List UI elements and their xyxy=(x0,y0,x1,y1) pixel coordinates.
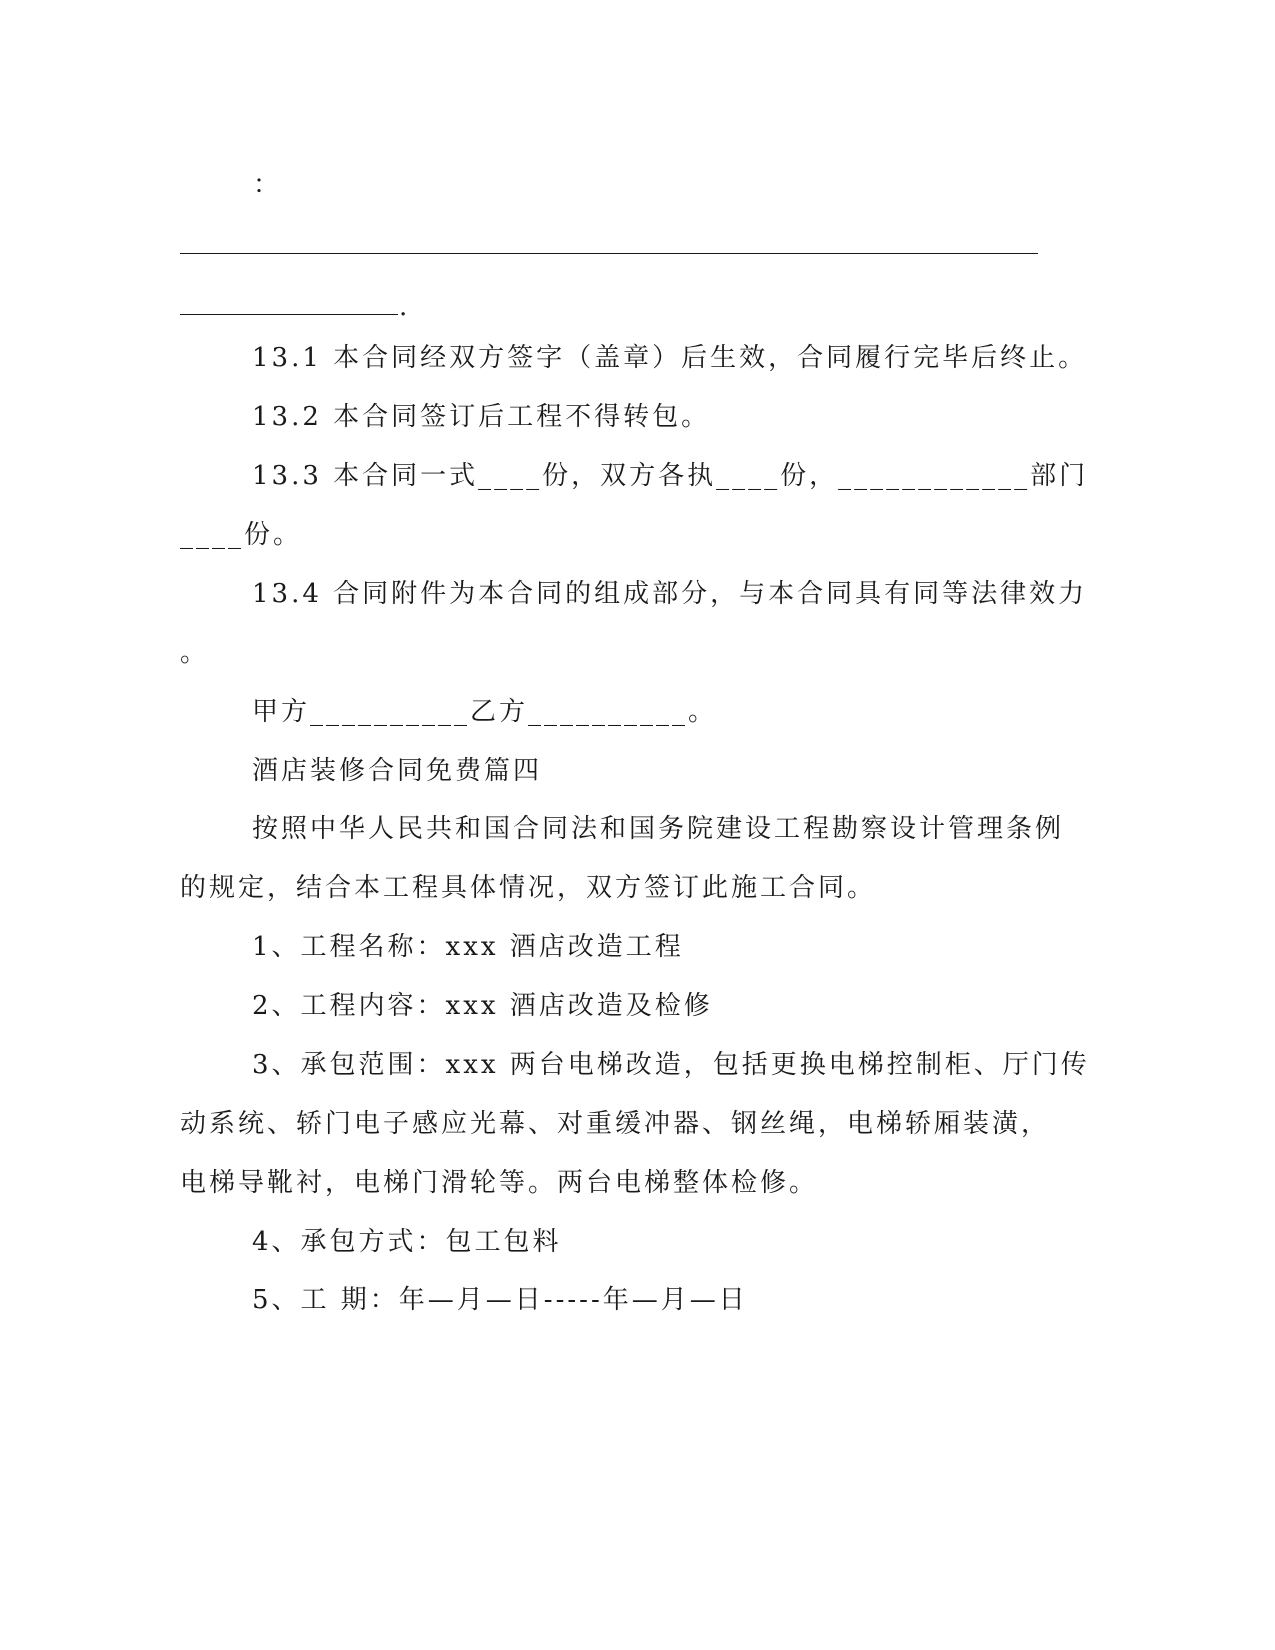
blank-rule-long xyxy=(180,253,1038,254)
colon-mark: ： xyxy=(253,170,283,200)
item-project-content: 2、工程内容：xxx 酒店改造及检修 xyxy=(252,991,713,1021)
signature-line: 甲方__________乙方__________。 xyxy=(252,697,718,727)
blank-end-period: . xyxy=(399,292,408,322)
item-contract-method: 4、承包方式：包工包料 xyxy=(252,1227,562,1257)
clause-13-1: 13.1 本合同经双方签字（盖章）后生效，合同履行完毕后终止。 xyxy=(252,343,1088,373)
item-schedule: 5、工 期：年—月—日-----年—月—日 xyxy=(252,1285,748,1315)
clause-13-2: 13.2 本合同签订后工程不得转包。 xyxy=(252,402,711,432)
item-scope: 3、承包范围：xxx 两台电梯改造，包括更换电梯控制柜、厅门传 xyxy=(252,1050,1090,1080)
clause-13-3: 13.3 本合同一式____份，双方各执____份，____________部门 xyxy=(252,461,1089,491)
item-scope-cont-2: 电梯导靴衬，电梯门滑轮等。两台电梯整体检修。 xyxy=(180,1168,819,1198)
clause-13-4-cont: 。 xyxy=(180,638,210,668)
intro-paragraph-cont: 的规定，结合本工程具体情况，双方签订此施工合同。 xyxy=(180,873,877,903)
clause-13-4: 13.4 合同附件为本合同的组成部分，与本合同具有同等法律效力 xyxy=(252,579,1088,609)
clause-13-3-cont: ____份。 xyxy=(180,520,303,550)
section-title: 酒店装修合同免费篇四 xyxy=(252,756,543,786)
blank-rule-short xyxy=(180,314,398,315)
intro-paragraph: 按照中华人民共和国合同法和国务院建设工程勘察设计管理条例 xyxy=(252,814,1065,844)
item-scope-cont-1: 动系统、轿门电子感应光幕、对重缓冲器、钢丝绳，电梯轿厢装潢， xyxy=(180,1109,1051,1139)
item-project-name: 1、工程名称：xxx 酒店改造工程 xyxy=(252,932,684,962)
